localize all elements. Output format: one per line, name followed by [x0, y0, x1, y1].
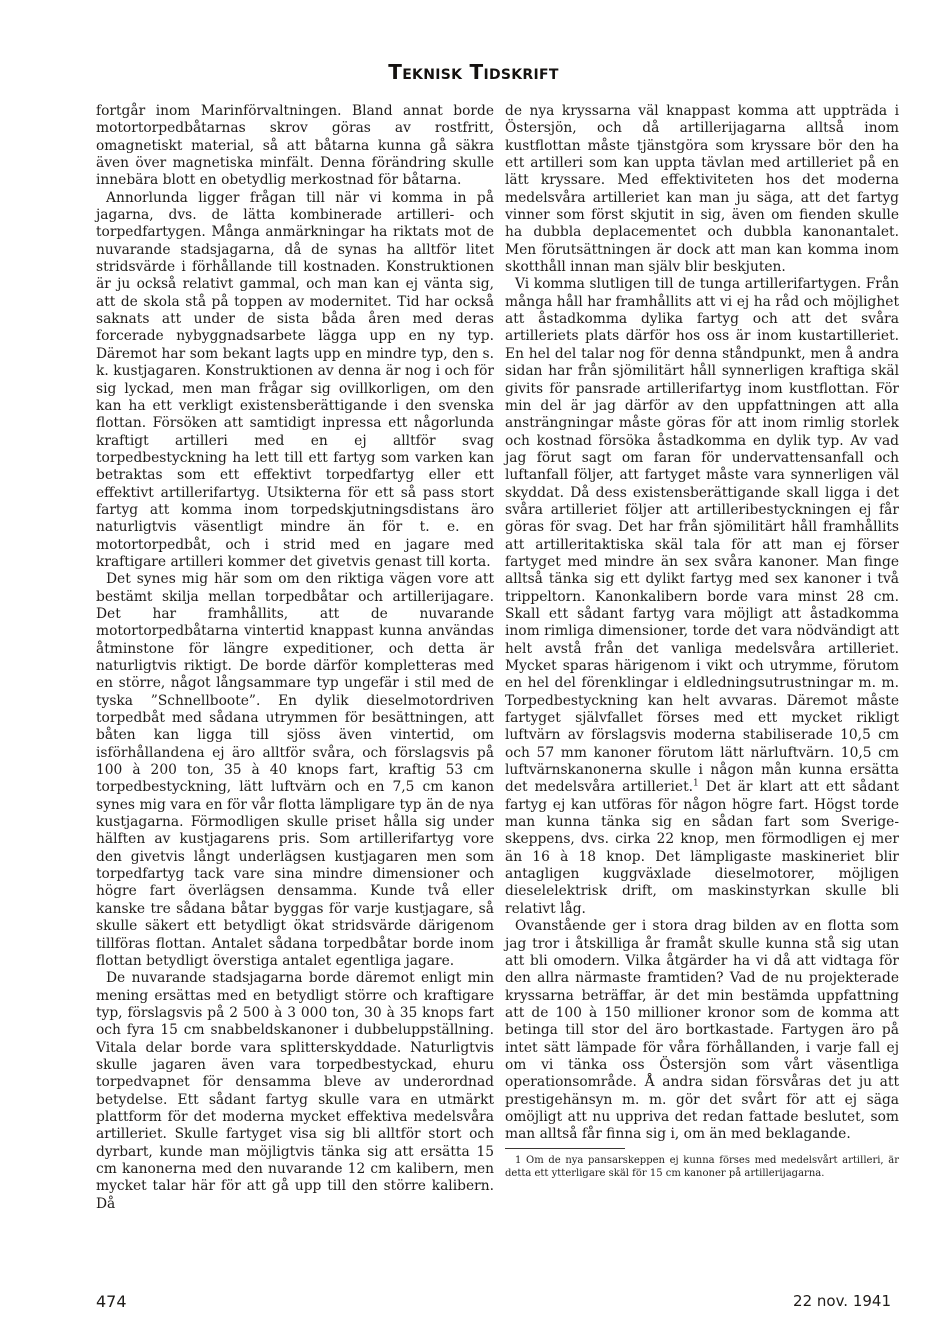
paragraph: De nuvarande stadsjagarna borde däremot enligt min mening ersättas med en betydligt större och kraftigare typ, förslagsvis på 2 500 à 3 000 ton, 30 à 35 knops fart och fyra 15 cm snabbeldskanoner i dubbeluppställning. Vitala delar borde vara splitterskyddade. Naturligtvis skulle jagaren även vara torpedbestyckad, ehuru torpedvapnet för densamma bleve av underordnad betydelse. Ett sådant fartyg skulle vara en utmärkt plattform för det moderna mycket effektiva medelsvåra artilleriet. Skulle fartyget visa sig bli alltför stort och dyrbart, kunde man möjligtvis tänka sig att ersätta 15 cm kanonerna med den nuvarande 12 cm kalibern, men mycket talar här för att gå upp till den större kalibern. Då	[96, 970, 494, 1212]
paragraph	[505, 276, 899, 918]
footnote-divider	[505, 1148, 625, 1149]
issue-date: 22 nov. 1941	[793, 1292, 891, 1310]
paragraph: Det synes mig här som om den riktiga vägen vore att bestämt skilja mellan torpedbåtar och artillerijagare. Det har framhållits, att de nuvarande motortorpedbåtarna vintertid knappast kunna användas åtminstone för längre expeditioner, och detta är naturligtvis riktigt. De borde därför kompletteras med en större, något långsammare typ ungefär i stil med de tyska ”Schnellboote”. En dylik dieselmotordriven torpedbåt med sådana utrymmen för besättningen, att båten kan ligga till sjöss även vintertid, om isförhållandena ej äro alltför svåra, och förslagsvis på 100 à 200 ton, 35 à 40 knops fart, kraftig 53 cm torpedbestyckning, lätt luftvärn och en 7,5 cm kanon synes mig vara en för vår flotta lämpligare typ än de nya kustjagarna. Förmodligen skulle priset hålla sig under hälften av kustjagarens pris. Som artillerifartyg vore den givetvis långt underlägsen kustjagaren men som torpedfartyg tack vare sina mindre dimensioner och högre fart överlägsen densamma. Kunde två eller kanske tre sådana båtar byggas för varje kustjagare, så skulle säkert ett betydligt ökat stridsvärde därigenom tillföras flottan. Antalet sådana torpedbåtar borde inom flottan betydligt överstiga antalet egentliga jagare.	[96, 571, 494, 969]
journal-title: Teknisk Tidskrift	[388, 60, 559, 84]
paragraph-text: Vi komma slutligen till de tunga artillerifartygen. Från många håll har framhållits att vi ej ha råd och möjlighet att åstadkomma dylika fartyg och att det svåra artilleriets plats därför hos oss är inom kustartilleriet. En hel del talar nog för denna ståndpunkt, men å andra sidan har från sjömilitärt håll synnerligen kraftiga skäl givits för pansrade artillerifartyg inom kustflottan. För min del är jag därför av den uppfattningen att alla ansträngningar måste göras för att inom rimlig storlek och kostnad försöka åstadkomma en dylik typ. Av vad jag förut sagt om faran för undervattensanfall och luftanfall följer, att fartyget måste vara synnerligen väl skyddat. Då dess existensberättigande skall ligga i det svåra artilleriet följer att artilleribestyckningen ej får göras för svag. Det har från sjömilitärt håll framhållits att artilleritaktiska skäl tala för att man ej förser fartyget med mindre än sex svåra kanoner. Man finge alltså tänka sig ett dylikt fartyg med sex kanoner i två trippeltorn. Kanonkalibern borde vara minst 28 cm. Skall ett sådant fartyg vara möjligt att åstadkomma inom rimliga dimensioner, torde det vara nödvändigt att helt avstå från det vanliga medelsvåra artilleriet. Mycket sparas härigenom i vikt och utrymme, förutom en hel del förenklingar i eldledningsutrustningar m. m. Torpedbestyckning kan helt avvaras. Däremot måste fartyget självfallet förses med ett mycket rikligt luftvärn av förslagsvis moderna stabiliserade 10,5 cm och 57 mm kanoner förutom lätt närluftvärn. 10,5 cm luftvärnskanonerna skulle i någon mån kunna ersätta det medelsvåra artilleriet.	[505, 276, 899, 796]
paragraph: fortgår inom Marinförvaltningen. Bland annat borde motortorpedbåtarnas skrov göras av rostfritt, omagnetiskt material, så att båtarna kunna gå säkra även över magnetiska minfält. Denna förändring skulle innebära blott en obetydlig merkostnad för båtarna.	[96, 103, 494, 189]
footnote: 1 Om de nya pansarskeppen ej kunna förses med medelsvårt artilleri, är detta ett ytterligare skäl för 15 cm kanoner på artillerijagarna.	[505, 1154, 899, 1179]
left-column	[96, 103, 494, 1213]
paragraph-text: Det är klart att ett sådant fartyg ej kan utföras för någon högre fart. Högst torde man kunna tänka sig en sådan fart som Sverige-skeppens, dvs. cirka 22 knop, men förmodligen ej mer än 16 à 18 knop. Det lämpligaste maskineriet blir antagligen kuggväxlade dieselmotorer, möjligen dieselelektrisk drift, om maskinstyrkan skulle bli relativt låg.	[505, 779, 899, 917]
paragraph: Ovanstående ger i stora drag bilden av en flotta som jag tror i åtskilliga år framåt skulle kunna stå sig utan att bli omodern. Vilka åtgärder ha vi då att vidtaga för den allra närmaste framtiden? Vad de nu projekterade kryssarna beträffar, är det min bestämda uppfattning att de 100 à 150 millioner kronor som de komma att betinga till stor del äro bortkastade. Fartygen äro på intet sätt lämpade för våra förhållanden, i varje fall ej om vi tänka oss Östersjön som vårt väsentliga operationsområde. Å andra sidan försvåras det ju att prestigehänsyn m. m. gör det svårt för att ej säga omöjligt att nu uppriva det redan fattade beslutet, som man alltså får finna sig i, om än med beklagande.	[505, 918, 899, 1143]
right-column	[505, 103, 899, 1180]
footnote-reference: 1	[693, 778, 699, 789]
paragraph: de nya kryssarna väl knappast komma att uppträda i Östersjön, och då artillerijagarna alltså inom kustflottan måste tjänstgöra som kryssare bör den ha ett artilleri som kan uppta tävlan med artilleriet på en lätt kryssare. Med effektiviteten hos det moderna medelsvåra artilleriet kan man ju säga, att det fartyg vinner som först skjutit in sig, även om fienden skulle ha dubbla deplacementet och dubbla kanonantalet. Men förutsättningen är dock att man kan komma inom skotthåll innan man själv blir beskjuten.	[505, 103, 899, 276]
paragraph: Annorlunda ligger frågan till när vi komma in på jagarna, dvs. de lätta kombinerade artilleri- och torpedfartygen. Många anmärkningar ha riktats mot de nuvarande stadsjagarna, då de synas ha alltför litet stridsvärde i förhållande till kostnaden. Konstruktionen är ju också relativt gammal, och man kan ej vänta sig, att de skola stå på toppen av modernitet. Tid har också saknats att under de sista båda åren med deras forcerade nybyggnadsarbete lägga upp en ny typ. Däremot har som bekant lagts upp en mindre typ, den s. k. kustjagaren. Konstruktionen av denna är nog i och för sig lyckad, men man frågar sig ovillkorligen, om den kan ha ett verkligt existensberättigande i den svenska flottan. Försöken att samtidigt inpressa ett någorlunda kraftigt artilleri med en ej alltför svag torpedbestyckning ha lett till ett fartyg som varken kan betraktas som ett effektivt torpedfartyg eller ett effektivt artillerifartyg. Utsikterna för ett så pass stort fartyg att komma inom torpedskjutningsdistans äro naturligtvis väsentligt mindre än för t. e. en motortorpedbåt, och i strid med en jagare med kraftigare artilleri kommer det givetvis genast till korta.	[96, 189, 494, 570]
page-number: 474	[96, 1292, 127, 1311]
